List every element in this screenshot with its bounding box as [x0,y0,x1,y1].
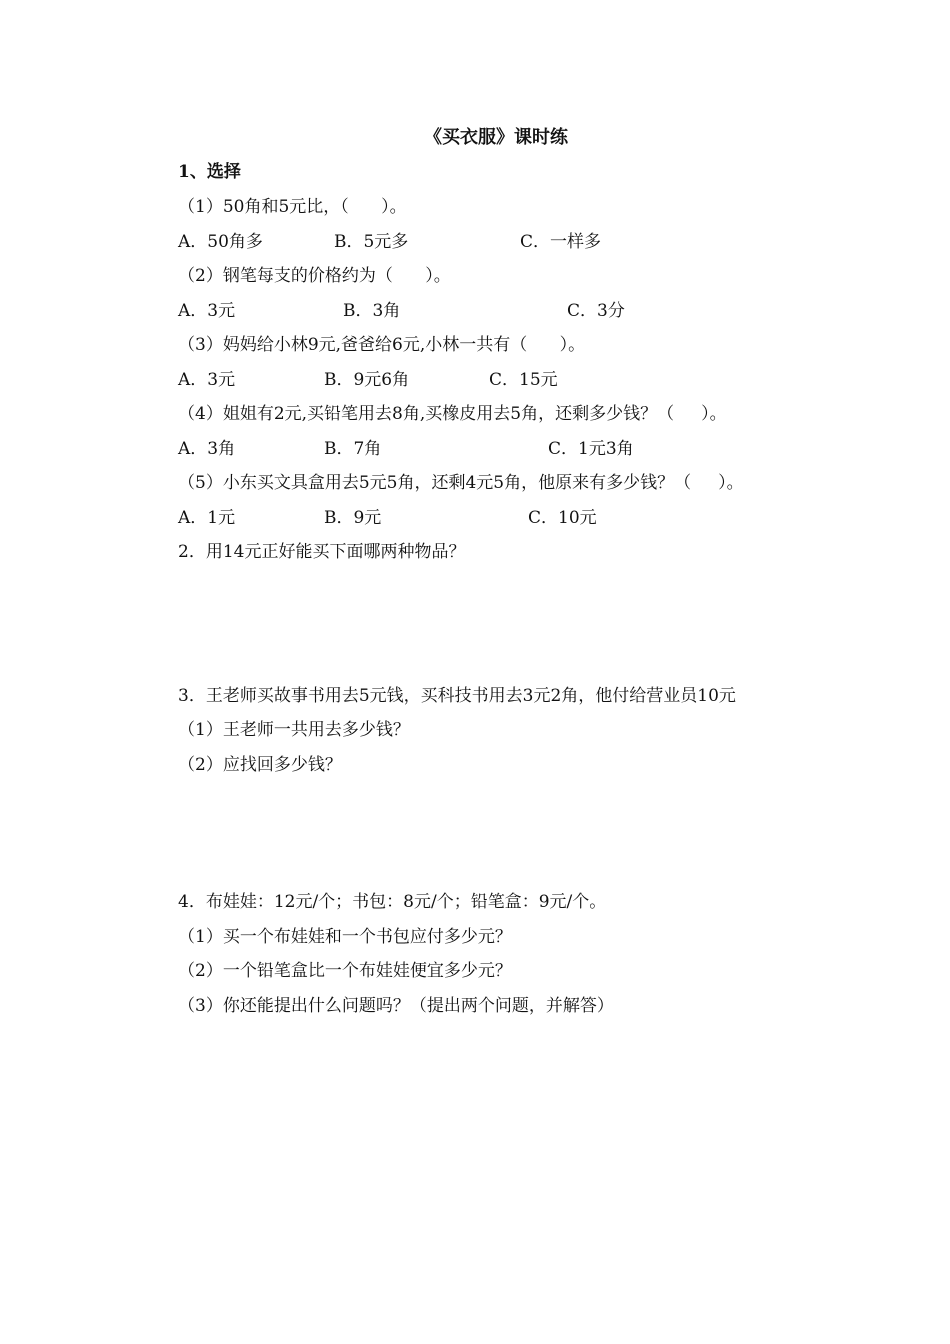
section-4-q3: （3）你还能提出什么问题吗？（提出两个问题，并解答） [178,996,614,1016]
q5-option-c: C．10元 [528,508,597,528]
q1-option-c: C．一样多 [520,232,602,252]
q3-option-b: B．9元6角 [324,370,410,390]
q2-option-c: C．3分 [567,301,625,321]
section-4-q1: （1）买一个布娃娃和一个书包应付多少元？ [178,927,512,947]
section-1-heading: 1、选择 [178,162,241,182]
q4-option-b: B．7角 [324,439,382,459]
page-title: 《买衣服》课时练 [424,127,568,148]
q5-option-a: A．1元 [178,508,236,528]
q1-option-a: A．50角多 [178,232,263,252]
q5-option-b: B．9元 [324,508,382,528]
q3-option-c: C．15元 [489,370,558,390]
q2-stem: （2）钢笔每支的价格约为（ ）。 [178,266,451,286]
q1-stem: （1）50角和5元比，（ ）。 [178,197,407,217]
section-4-heading: 4．布娃娃：12元/个；书包：8元/个；铅笔盒：9元/个。 [178,892,607,912]
section-3-heading: 3．王老师买故事书用去5元钱，买科技书用去3元2角，他付给营业员10元 [178,686,736,706]
q1-option-b: B．5元多 [334,232,409,252]
section-2-heading: 2．用14元正好能买下面哪两种物品？ [178,542,466,562]
q5-stem: （5）小东买文具盒用去5元5角，还剩4元5角，他原来有多少钱？（ ）。 [178,473,744,493]
q3-option-a: A．3元 [178,370,236,390]
section-3-q1: （1）王老师一共用去多少钱？ [178,720,410,740]
q4-option-c: C．1元3角 [548,439,634,459]
section-3-q2: （2）应找回多少钱？ [178,755,342,775]
q4-option-a: A．3角 [178,439,236,459]
q3-stem: （3）妈妈给小林9元,爸爸给6元,小林一共有（ ）。 [178,335,586,355]
q2-option-a: A．3元 [178,301,236,321]
q2-option-b: B．3角 [343,301,401,321]
section-4-q2: （2）一个铅笔盒比一个布娃娃便宜多少元？ [178,961,512,981]
q4-stem: （4）姐姐有2元,买铅笔用去8角,买橡皮用去5角，还剩多少钱？（ ）。 [178,404,727,424]
